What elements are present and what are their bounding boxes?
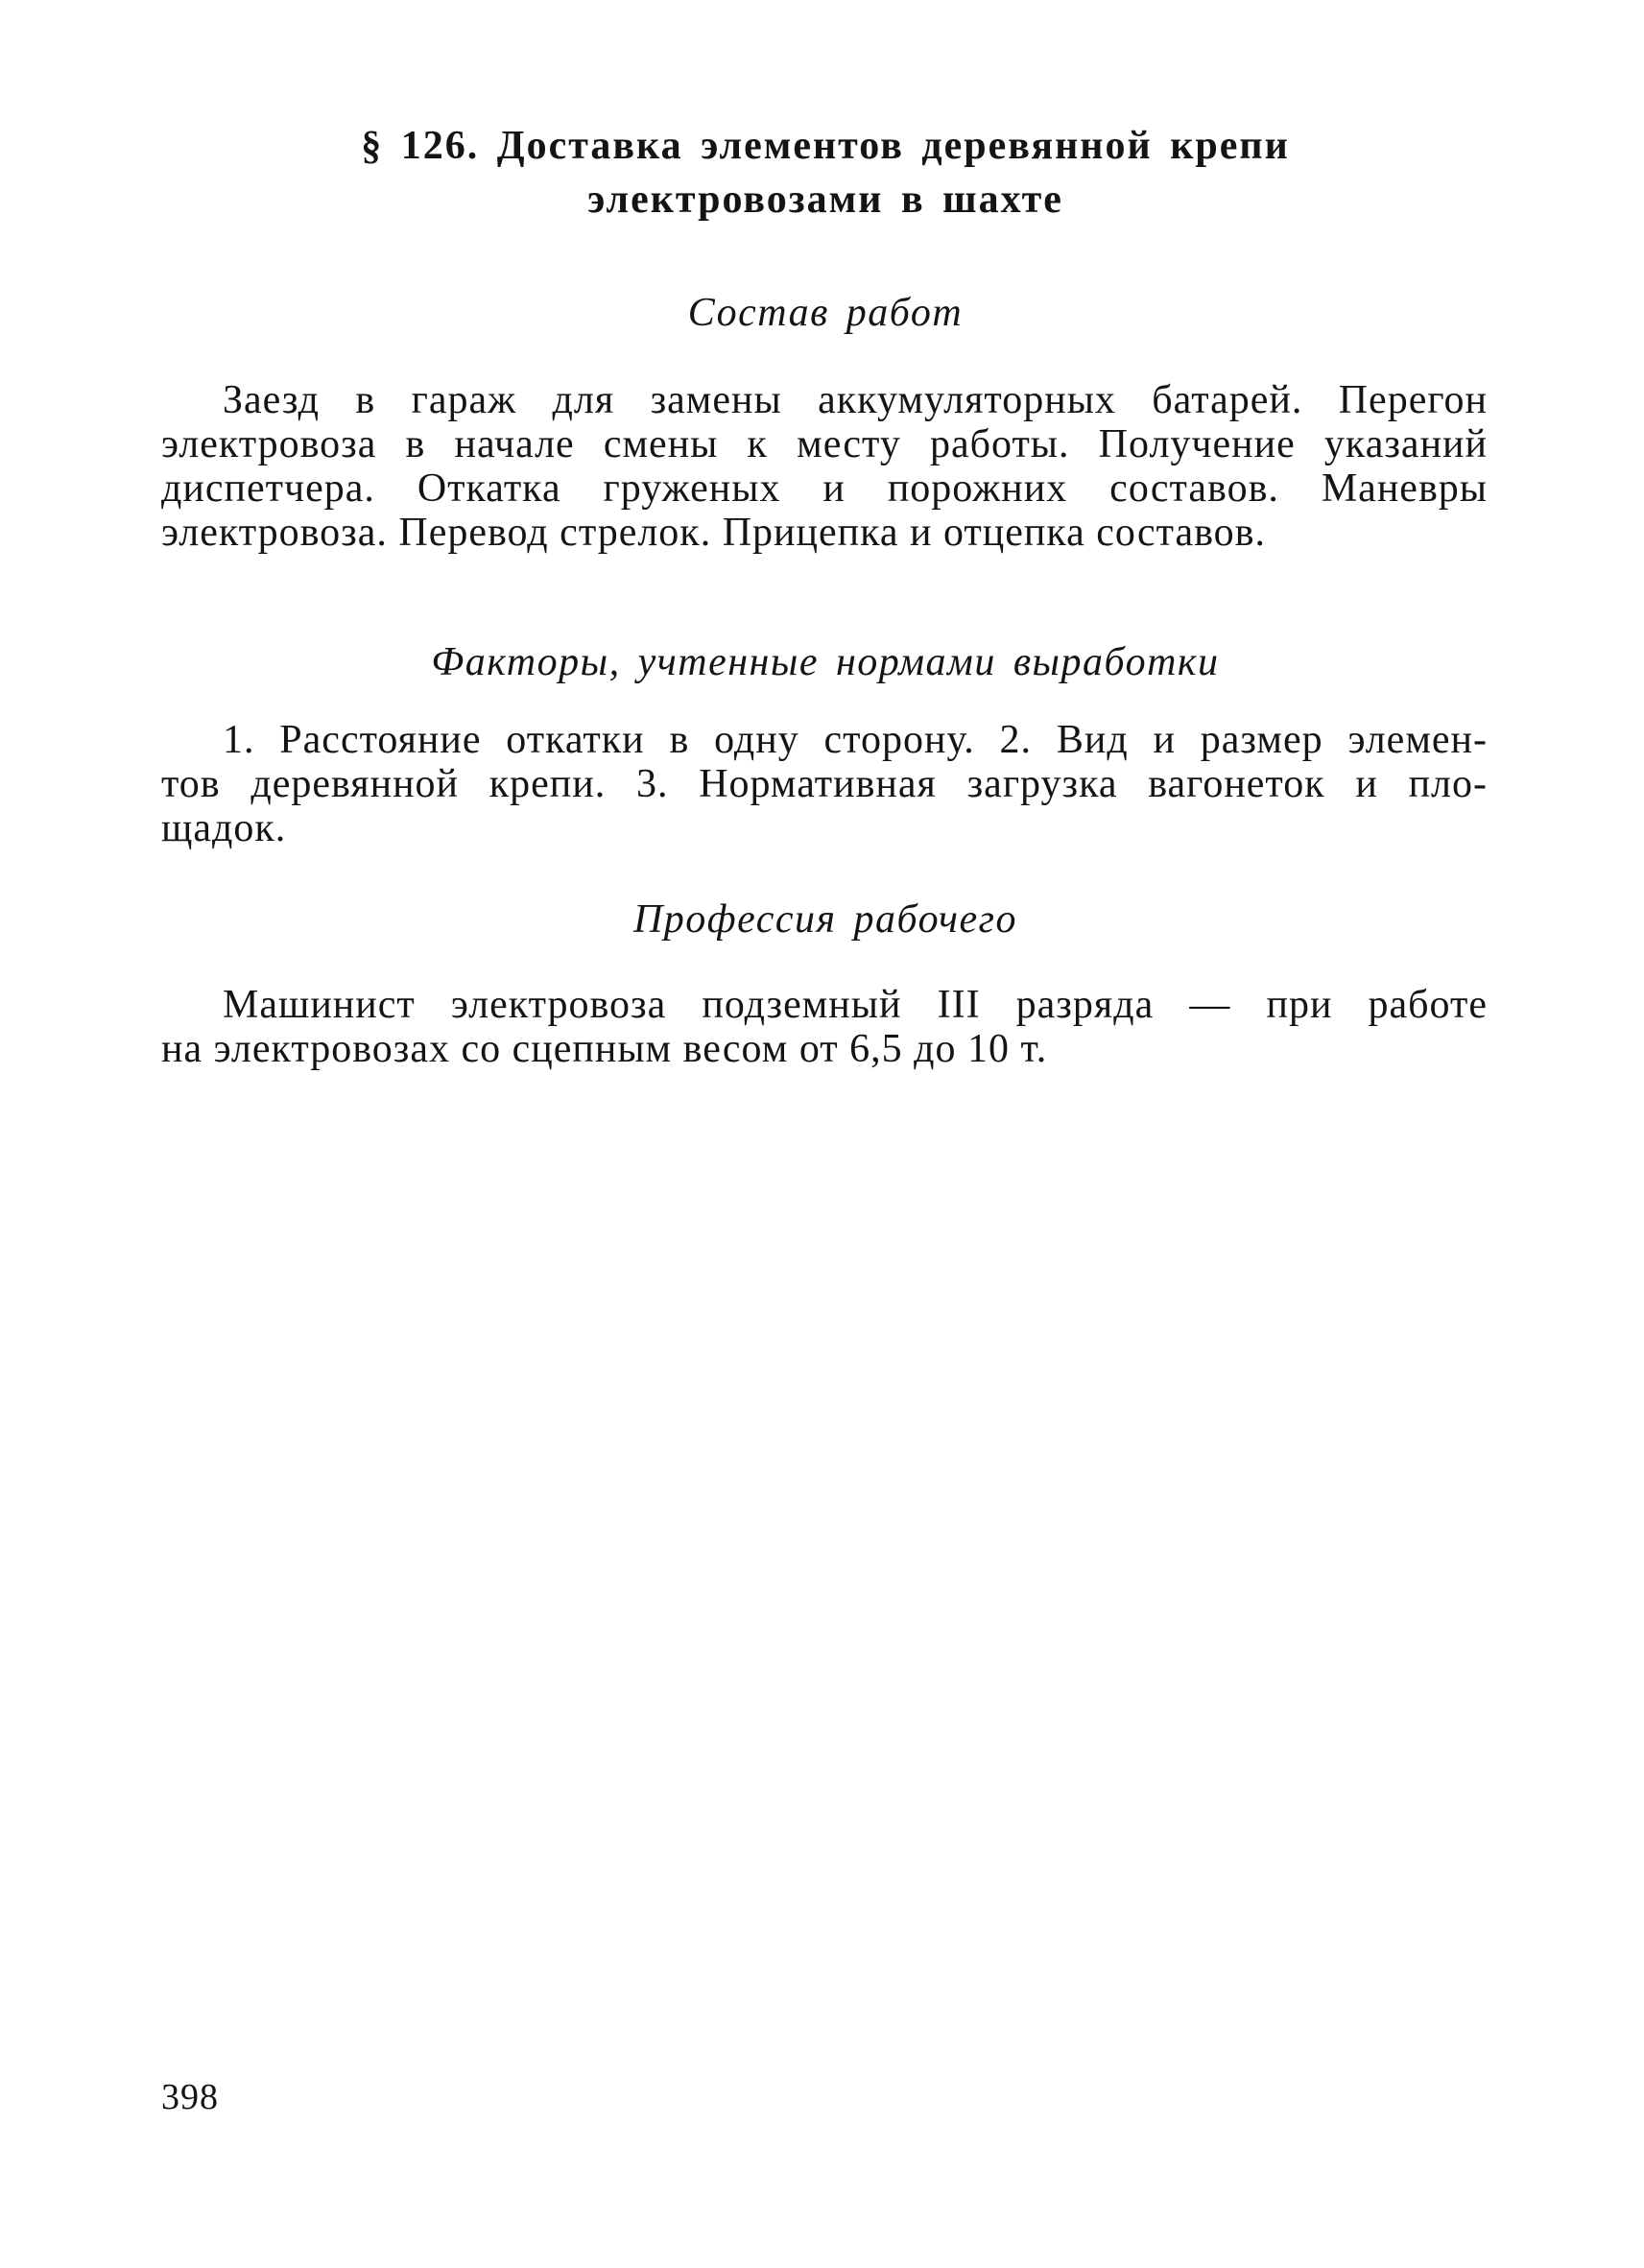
paragraph-factors: [161, 718, 1488, 850]
text-line: тов деревянной крепи. 3. Нормативная загрузка вагонеток и пло-: [161, 762, 1488, 806]
paragraph-profession: [161, 983, 1488, 1071]
text-line: Заезд в гараж для замены аккумуляторных батарей. Перегон: [223, 378, 1488, 422]
text-line: электровоза. Перевод стрелок. Прицепка и отцепка составов.: [161, 511, 1267, 555]
text-line: на электровозах со сцепным весом от 6,5 до 10 т.: [161, 1027, 1048, 1071]
text-line: диспетчера. Откатка груженых и порожних составов. Маневры: [161, 466, 1488, 511]
section-title-line: электровозами в шахте: [587, 178, 1063, 222]
text-line: 1. Расстояние откатки в одну сторону. 2. Вид и размер элемен-: [223, 718, 1488, 762]
heading-profession: Профессия рабочего: [632, 897, 1018, 942]
text-line: щадок.: [161, 806, 287, 850]
page-number: 398: [161, 2077, 219, 2117]
section-title: [163, 119, 1488, 227]
paragraph-work-composition: [161, 378, 1488, 555]
heading-factors: Факторы, учтенные нормами выработки: [431, 640, 1220, 684]
heading-work-composition: Состав работ: [687, 291, 964, 335]
section-title-line: § 126. Доставка элементов деревянной крепи: [361, 124, 1290, 168]
text-line: Машинист электровоза подземный III разряда — при работе: [223, 983, 1488, 1027]
text-line: электровоза в начале смены к месту работы. Получение указаний: [161, 422, 1488, 466]
